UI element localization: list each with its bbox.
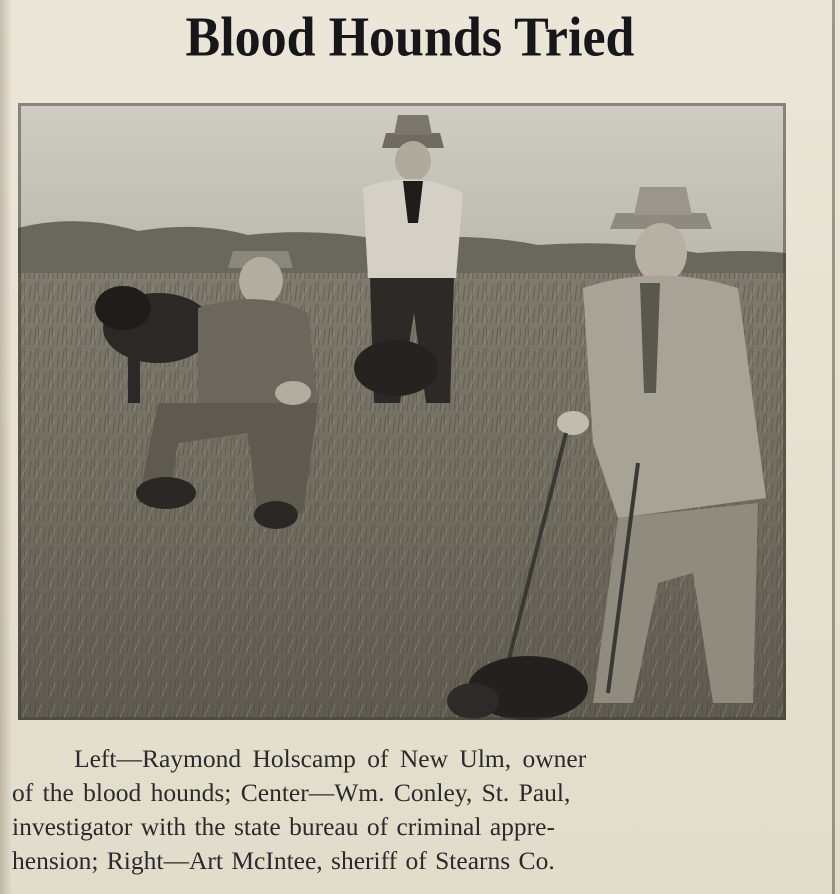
news-photo xyxy=(18,103,786,720)
caption-line: of the blood hounds; Center—Wm. Conley, St. Paul, xyxy=(12,778,571,807)
caption-line: investigator with the state bureau of criminal appre- xyxy=(12,812,555,841)
caption-line: hension; Right—Art McIntee, sheriff of Stearns Co. xyxy=(12,846,555,875)
caption-line: Left—Raymond Holscamp of New Ulm, owner xyxy=(74,744,587,773)
photo-illustration xyxy=(18,103,786,720)
page-edge-shadow xyxy=(0,0,12,894)
column-rule xyxy=(832,0,835,894)
photo-caption xyxy=(12,742,772,878)
headline: Blood Hounds Tried xyxy=(185,6,635,69)
